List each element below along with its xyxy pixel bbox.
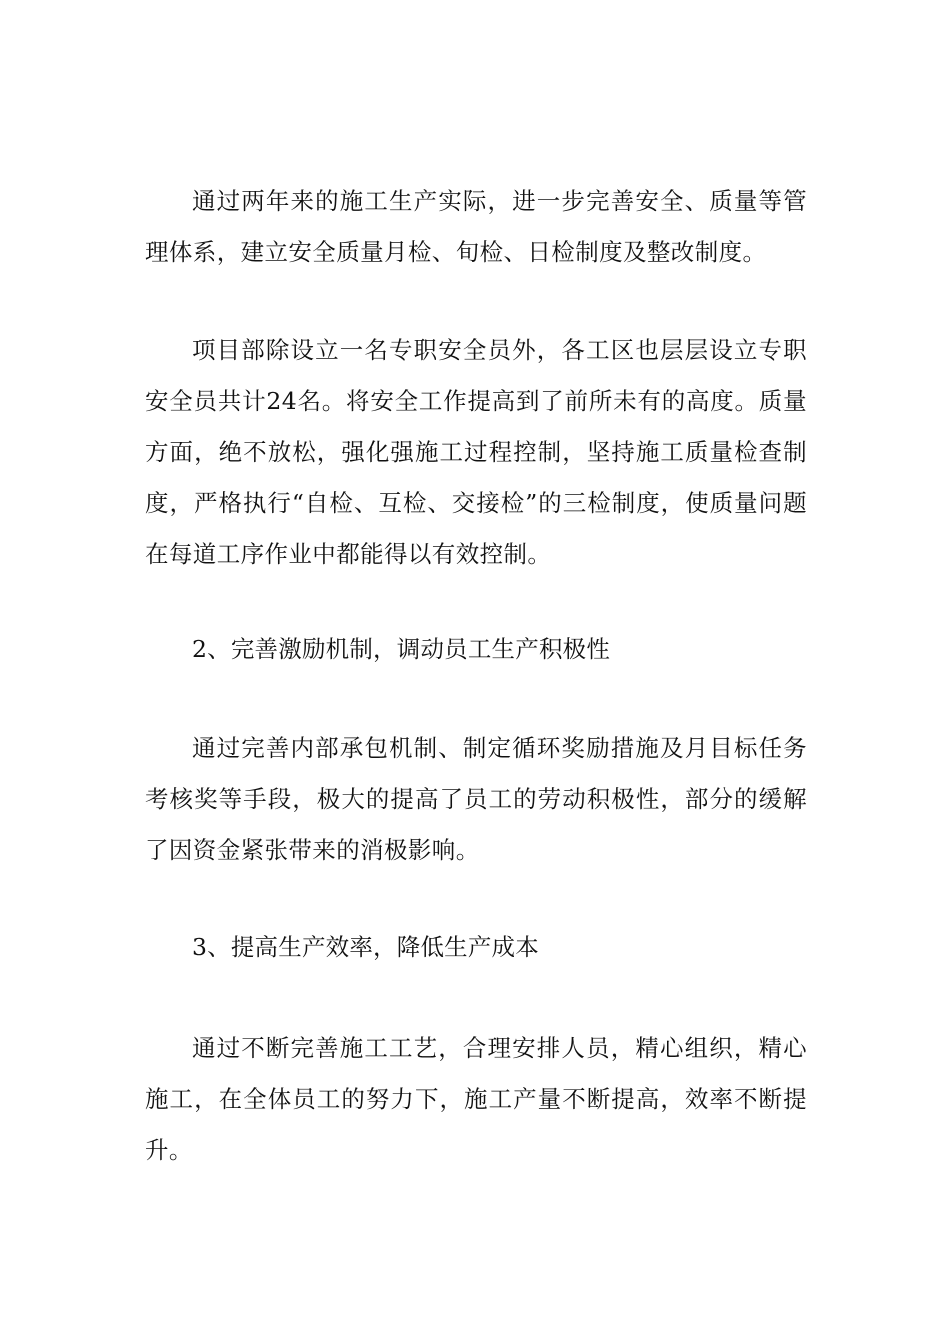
paragraph-safety-quality: 项目部除设立一名专职安全员外，各工区也层层设立专职安全员共计24名。将安全工作提高到了前所未有的高度。质量方面，绝不放松，强化强施工过程控制，坚持施工质量检查制度，严格执行“自检、互检、交接检”的三检制度，使质量问题在每道工序作业中都能得以有效控制。 bbox=[145, 336, 807, 568]
paragraph-incentive: 通过完善内部承包机制、制定循环奖励措施及月目标任务考核奖等手段，极大的提高了员工的劳动积极性，部分的缓解了因资金紧张带来的消极影响。 bbox=[145, 734, 807, 864]
section-heading-efficiency: 3、提高生产效率，降低生产成本 bbox=[192, 933, 539, 961]
paragraph-management-system: 通过两年来的施工生产实际，进一步完善安全、质量等管理体系，建立安全质量月检、旬检、日检制度及整改制度。 bbox=[145, 187, 807, 266]
section-heading-incentive: 2、完善激励机制，调动员工生产积极性 bbox=[192, 635, 611, 663]
paragraph-efficiency: 通过不断完善施工工艺，合理安排人员，精心组织，精心施工，在全体员工的努力下，施工产量不断提高，效率不断提升。 bbox=[145, 1034, 807, 1164]
